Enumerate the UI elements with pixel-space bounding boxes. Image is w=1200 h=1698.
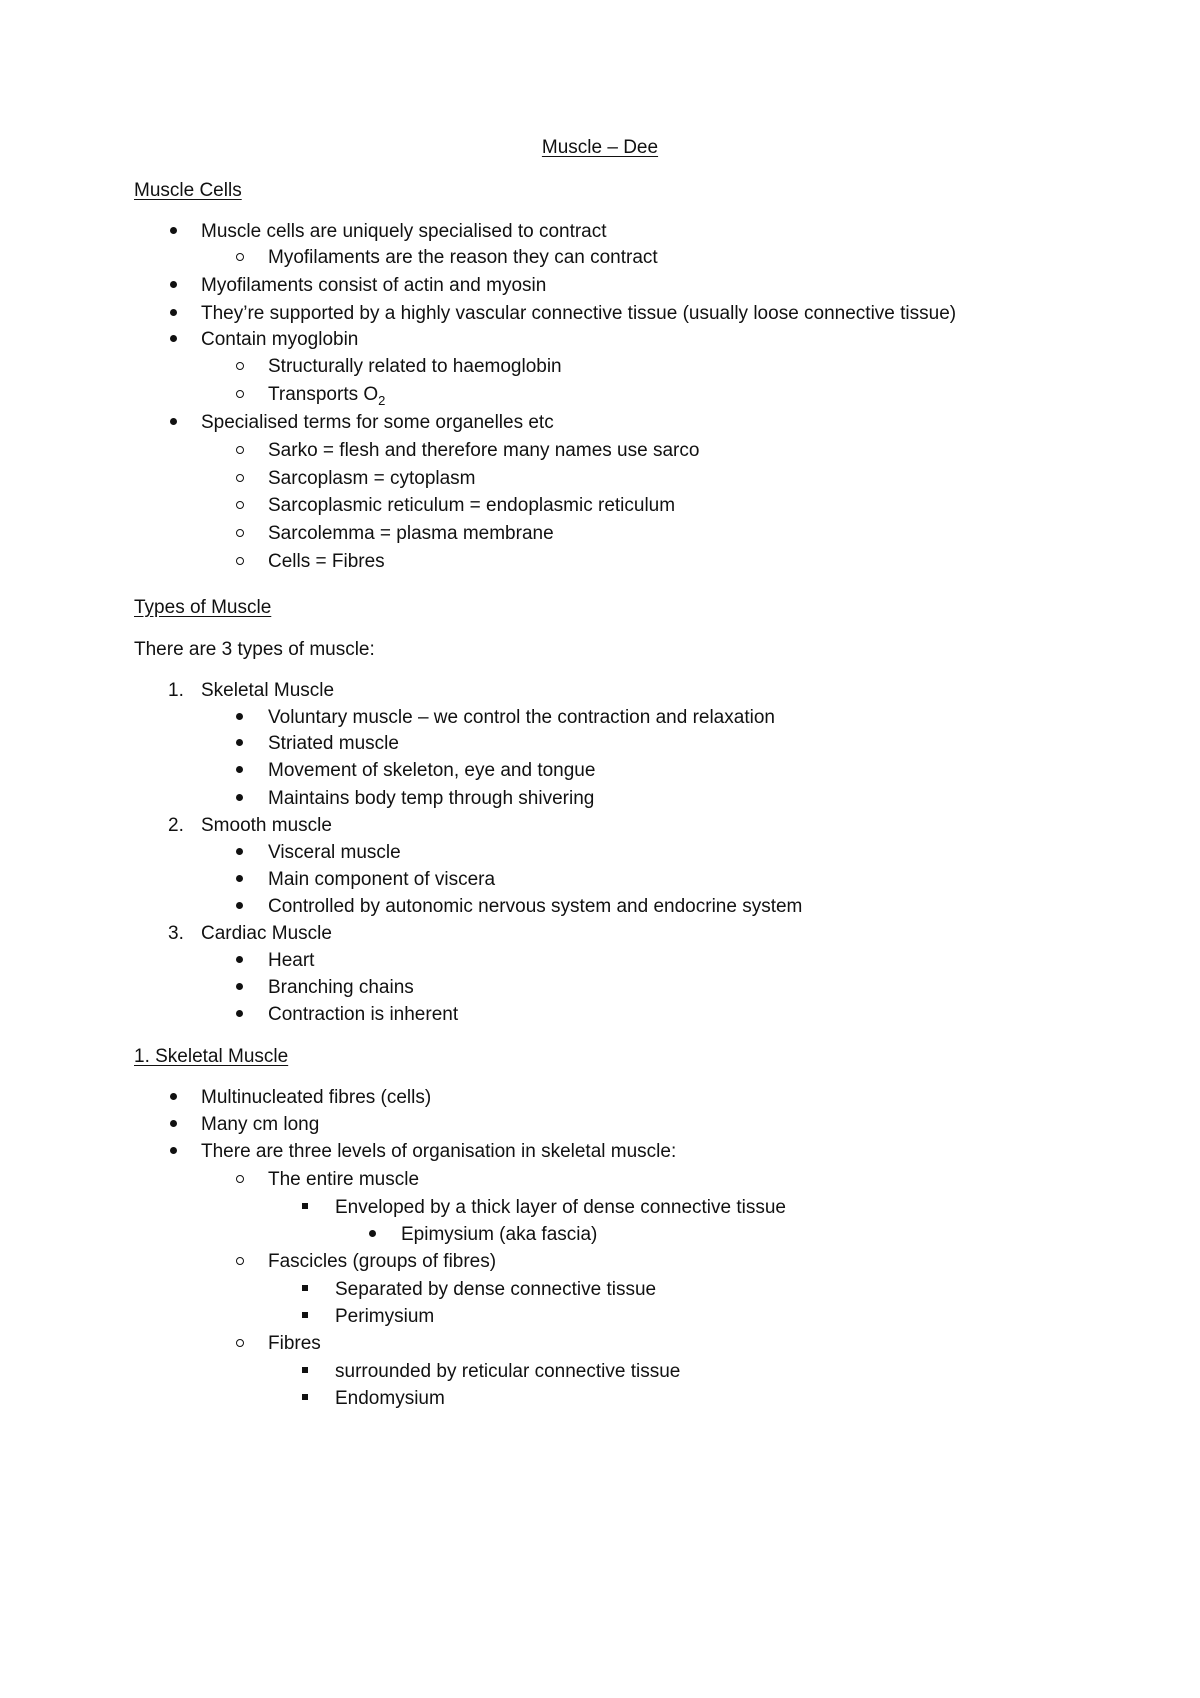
list-item: Fibres bbox=[268, 1333, 321, 1354]
section-heading-skeletal-muscle: 1. Skeletal Muscle bbox=[134, 1046, 289, 1067]
bullet-icon bbox=[369, 1223, 376, 1247]
bullet-icon bbox=[170, 220, 177, 244]
bullet-icon bbox=[236, 759, 243, 783]
list-item: They’re supported by a highly vascular connective tissue (usually loose connective tissue) bbox=[201, 303, 957, 324]
list-item: Voluntary muscle – we control the contraction and relaxation bbox=[268, 707, 775, 728]
section-heading-types-of-muscle: Types of Muscle bbox=[134, 597, 272, 618]
list-item: Branching chains bbox=[268, 977, 414, 998]
bullet-icon bbox=[170, 411, 177, 435]
list-item: Epimysium (aka fascia) bbox=[401, 1224, 598, 1245]
bullet-icon bbox=[170, 1113, 177, 1137]
bullet-icon bbox=[170, 328, 177, 352]
list-item: Separated by dense connective tissue bbox=[335, 1279, 657, 1300]
list-item: Many cm long bbox=[201, 1114, 320, 1135]
bullet-icon bbox=[236, 787, 243, 811]
list-item: Heart bbox=[268, 950, 315, 971]
list-item: Smooth muscle bbox=[201, 815, 332, 836]
bullet-icon bbox=[236, 1003, 243, 1027]
list-item: Structurally related to haemoglobin bbox=[268, 356, 562, 377]
subscript-two: 2 bbox=[378, 392, 386, 408]
bullet-icon bbox=[236, 732, 243, 756]
square-bullet-icon bbox=[302, 1360, 308, 1384]
bullet-icon bbox=[170, 302, 177, 326]
bullet-icon bbox=[236, 895, 243, 919]
bullet-icon bbox=[236, 949, 243, 973]
list-item: Controlled by autonomic nervous system and endocrine system bbox=[268, 896, 803, 917]
list-item: surrounded by reticular connective tissue bbox=[335, 1361, 681, 1382]
square-bullet-icon bbox=[302, 1305, 308, 1329]
bullet-icon bbox=[170, 1086, 177, 1110]
circle-bullet-icon bbox=[236, 467, 244, 491]
list-item: Perimysium bbox=[335, 1306, 435, 1327]
list-item: Cardiac Muscle bbox=[201, 923, 332, 944]
list-item: Multinucleated fibres (cells) bbox=[201, 1087, 432, 1108]
circle-bullet-icon bbox=[236, 1250, 244, 1274]
list-item: Sarcolemma = plasma membrane bbox=[268, 523, 554, 544]
list-item: Skeletal Muscle bbox=[201, 680, 335, 701]
square-bullet-icon bbox=[302, 1196, 308, 1220]
list-item: Myofilaments consist of actin and myosin bbox=[201, 275, 547, 296]
list-item: Muscle cells are uniquely specialised to contract bbox=[201, 221, 607, 242]
list-number: 2. bbox=[168, 815, 184, 836]
bullet-icon bbox=[236, 868, 243, 892]
circle-bullet-icon bbox=[236, 494, 244, 518]
list-number: 1. bbox=[168, 680, 184, 701]
list-item: Contraction is inherent bbox=[268, 1004, 459, 1025]
bullet-icon bbox=[236, 706, 243, 730]
list-item: Cells = Fibres bbox=[268, 551, 385, 572]
list-item: The entire muscle bbox=[268, 1169, 420, 1190]
bullet-icon bbox=[170, 274, 177, 298]
list-item: Sarko = flesh and therefore many names use sarco bbox=[268, 440, 700, 461]
list-item: Sarcoplasmic reticulum = endoplasmic reticulum bbox=[268, 495, 676, 516]
bullet-icon bbox=[236, 976, 243, 1000]
page-title: Muscle – Dee bbox=[541, 137, 659, 158]
circle-bullet-icon bbox=[236, 1168, 244, 1192]
circle-bullet-icon bbox=[236, 355, 244, 379]
intro-text: There are 3 types of muscle: bbox=[134, 639, 375, 660]
list-item: Maintains body temp through shivering bbox=[268, 788, 595, 809]
circle-bullet-icon bbox=[236, 522, 244, 546]
circle-bullet-icon bbox=[236, 550, 244, 574]
bullet-icon bbox=[236, 841, 243, 865]
square-bullet-icon bbox=[302, 1278, 308, 1302]
list-item: Endomysium bbox=[335, 1388, 445, 1409]
list-item: Myofilaments are the reason they can contract bbox=[268, 247, 658, 268]
section-heading-muscle-cells: Muscle Cells bbox=[134, 180, 242, 201]
circle-bullet-icon bbox=[236, 439, 244, 463]
list-item: Fascicles (groups of fibres) bbox=[268, 1251, 497, 1272]
circle-bullet-icon bbox=[236, 383, 244, 407]
list-item-transports-o2 bbox=[268, 383, 385, 407]
list-item: Enveloped by a thick layer of dense connective tissue bbox=[335, 1197, 786, 1218]
list-item: Sarcoplasm = cytoplasm bbox=[268, 468, 476, 489]
list-item: Specialised terms for some organelles etc bbox=[201, 412, 554, 433]
list-item: Visceral muscle bbox=[268, 842, 401, 863]
list-item-text: Transports O bbox=[268, 384, 379, 405]
circle-bullet-icon bbox=[236, 246, 244, 270]
circle-bullet-icon bbox=[236, 1332, 244, 1356]
list-item: Movement of skeleton, eye and tongue bbox=[268, 760, 596, 781]
bullet-icon bbox=[170, 1140, 177, 1164]
list-item: There are three levels of organisation in skeletal muscle: bbox=[201, 1141, 677, 1162]
list-item: Main component of viscera bbox=[268, 869, 496, 890]
list-item: Contain myoglobin bbox=[201, 329, 359, 350]
list-item: Striated muscle bbox=[268, 733, 399, 754]
square-bullet-icon bbox=[302, 1387, 308, 1411]
list-number: 3. bbox=[168, 923, 184, 944]
